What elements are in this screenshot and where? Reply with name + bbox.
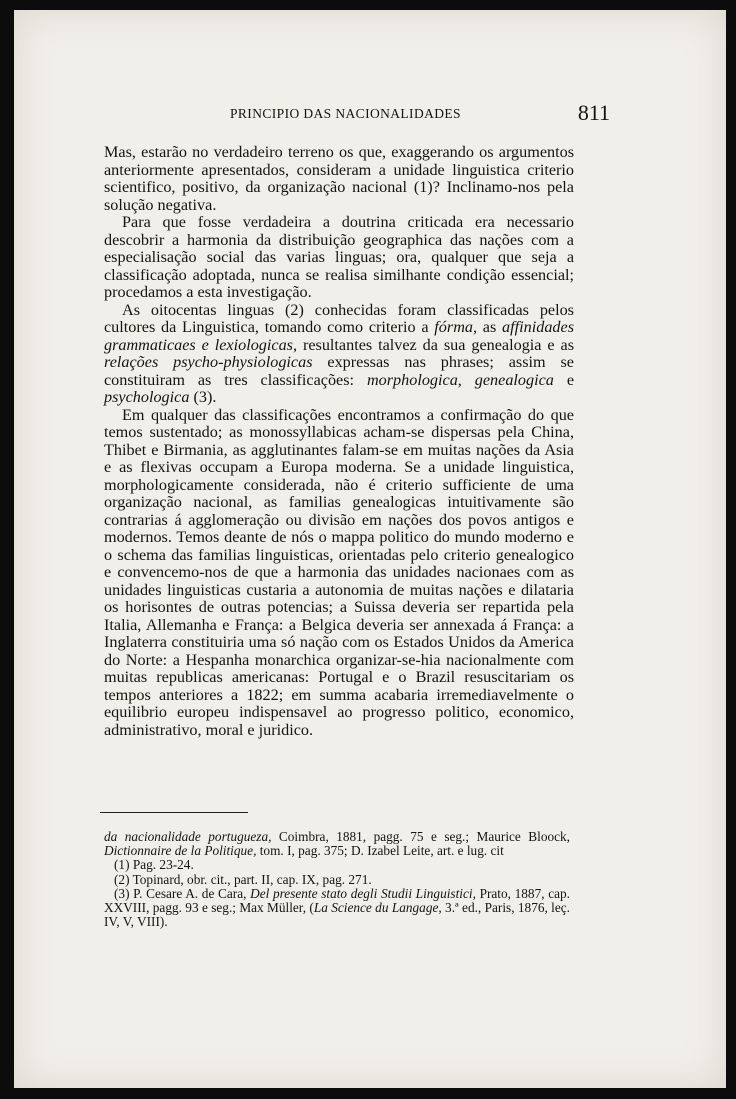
italic-term: fórma, bbox=[434, 318, 478, 336]
italic-term: relações psycho-physiologicas bbox=[104, 353, 313, 371]
text-run: As oitocentas linguas (2) conhecidas foram classificadas pelos cultores da Linguistica, tomando como criterio a bbox=[104, 300, 574, 336]
paragraph-1: Mas, estarão no verdadeiro terreno os que, exaggerando os argumentos anteriormente apresentados, consideram a unidade linguistica criterio scientifico, positivo, da organização nacional (1)? Inclinamo-nos pela solução negativa. bbox=[104, 143, 574, 214]
italic-title: La Science du Langage, bbox=[313, 900, 442, 916]
main-text bbox=[104, 144, 574, 739]
footnotes bbox=[104, 830, 570, 929]
running-title: PRINCIPIO DAS NACIONALIDADES bbox=[230, 106, 461, 121]
text-run: Coimbra, 1881, pagg. 75 e seg.; Maurice Bloock, bbox=[271, 829, 571, 844]
paragraph-4: Em qualquer das classificações encontramos a confirmação do que temos sustentado; as monossyllabicas acham-se dispersas pela China, Thibet e Birmania, as agglutinantes falam-se em muitas nações da Asia e as flexivas occupam a Europa moderna. Se a unidade linguistica, morphologicamente considerada, não é criterio sufficiente de uma organização nacional, as familias genealogicas intuitivamente são contrarias á agglomeração ou divisão em nações dos povos antigos e modernos. Temos deante de nós o mappa politico do mundo moderno e o schema das familias linguisticas, orientadas pelo criterio genealogico e convencemo-nos de que a harmonia das unidades nacionaes com as unidades linguisticas custaria a autonomia de muitas nações e dilataria os horisontes de outras potencias; a Suissa deveria ser repartida pela Italia, Allemanha e França: a Belgica deveria ser annexada á França: a Inglaterra constituiria uma só nação com os Estados Unidos da America do Norte: a Hespanha monarchica organizar-se-hia nacionalmente com muitas republicas americanas: Portugal e o Brazil resuscitariam os tempos anteriores a 1822; em summa acabaria irremediavelmente o equilibrio europeu indispensavel ao progresso politico, economico, administrativo, moral e juridico. bbox=[104, 405, 574, 739]
italic-title: Del presente stato degli Studii Linguistici, bbox=[250, 885, 476, 901]
footnote-3 bbox=[104, 887, 570, 930]
text-run: Prato, 1887, cap. XXVIII, pagg. 93 e seg.; Max Müller, ( bbox=[104, 885, 570, 916]
text-run: (3). bbox=[189, 388, 217, 406]
italic-term: affinidades grammaticaes e lexiologicas, bbox=[104, 318, 574, 354]
footnote-1: (1) Pag. 23-24. bbox=[114, 857, 194, 873]
text-run: resultantes talvez da sua genealogia e as bbox=[297, 335, 574, 354]
italic-term: morphologica, genealogica bbox=[366, 370, 554, 389]
text-run: tom. I, pag. 375; D. Izabel Leite, art. e lug. cit bbox=[256, 843, 504, 859]
page-number: 811 bbox=[577, 100, 610, 125]
footnote-2: (2) Topinard, obr. cit., part. II, cap. IX, pag. 271. bbox=[114, 871, 372, 887]
text-run: e bbox=[553, 370, 575, 389]
footnote-divider bbox=[100, 812, 248, 813]
paragraph-2: Para que fosse verdadeira a doutrina criticada era necessario descobrir a harmonia da distribuição geographica das nações com a especialisação social das varias linguas; ora, qualquer que seja a classificação adoptada, nunca se realisa similhante condição essencial; procedamos a esta investigação. bbox=[104, 213, 574, 301]
italic-title: da nacionalidade portugueza, bbox=[104, 829, 272, 844]
footnote-continuation bbox=[104, 830, 570, 858]
text-run: as bbox=[477, 318, 503, 336]
italic-term: psychologica bbox=[104, 388, 190, 406]
text-run: (3) P. Cesare A. de Cara, bbox=[114, 885, 251, 901]
text-run: expressas nas phrases; assim se constituiram as tres classificações: bbox=[104, 353, 574, 389]
italic-title: Dictionnaire de la Politique, bbox=[104, 843, 257, 859]
running-header bbox=[110, 92, 610, 132]
paragraph-3 bbox=[104, 302, 574, 407]
text-run: 3.ª ed., Paris, 1876, leç. IV, V, VIII). bbox=[104, 900, 570, 930]
